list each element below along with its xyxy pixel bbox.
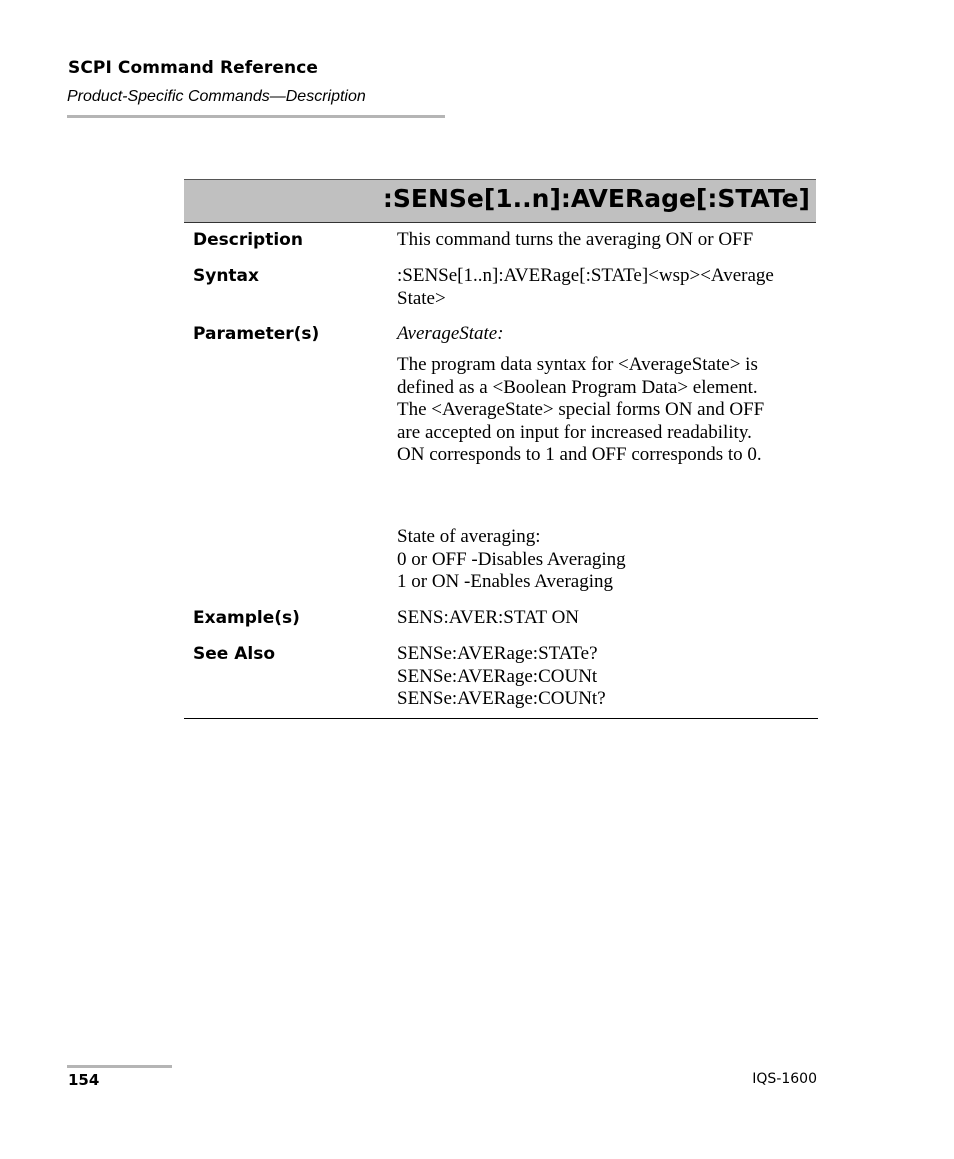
parameter-line: are accepted on input for increased readability. (397, 421, 752, 443)
parameter-line: The <AverageState> special forms ON and OFF (397, 399, 765, 421)
description-line: This command turns the averaging ON or OFF (397, 229, 754, 250)
state-line: State of averaging: (397, 526, 541, 547)
description-label: Description (193, 230, 303, 250)
document-id: IQS-1600 (752, 1071, 817, 1087)
examples-label: Example(s) (193, 608, 300, 628)
syntax-text (397, 265, 817, 310)
syntax-label: Syntax (193, 266, 259, 286)
see-also-line: SENSe:AVERage:COUNt? (397, 688, 606, 710)
parameters-label: Parameter(s) (193, 324, 320, 344)
page-number: 154 (68, 1071, 100, 1089)
command-banner (184, 179, 816, 223)
command-title: :SENSe[1..n]:AVERage[:STATe] (382, 184, 810, 213)
header-rule (67, 115, 445, 118)
parameter-paragraph (397, 354, 817, 467)
parameter-line: defined as a <Boolean Program Data> element. (397, 376, 758, 398)
parameter-line: ON corresponds to 1 and OFF corresponds to 0. (397, 444, 762, 466)
see-also-text (397, 643, 817, 711)
description-text (397, 229, 817, 252)
table-bottom-rule (184, 718, 818, 719)
parameter-name-line: AverageState: (397, 323, 504, 344)
section-title: SCPI Command Reference (68, 58, 319, 78)
example-line: SENS:AVER:STAT ON (397, 607, 580, 628)
section-subtitle: Product-Specific Commands—Description (67, 88, 366, 105)
footer-rule (67, 1065, 172, 1068)
parameter-name (397, 323, 817, 346)
state-line: 1 or ON -Enables Averaging (397, 571, 613, 593)
parameter-state (397, 526, 817, 594)
state-line: 0 or OFF -Disables Averaging (397, 548, 626, 570)
see-also-line: SENSe:AVERage:COUNt (397, 665, 598, 687)
see-also-label: See Also (193, 644, 276, 664)
see-also-line: SENSe:AVERage:STATe? (397, 643, 598, 664)
syntax-line: :SENSe[1..n]:AVERage[:STATe]<wsp><Average (397, 265, 774, 286)
syntax-line: State> (397, 287, 446, 309)
examples-text (397, 607, 817, 630)
parameter-line: The program data syntax for <AverageState> is (397, 354, 758, 375)
